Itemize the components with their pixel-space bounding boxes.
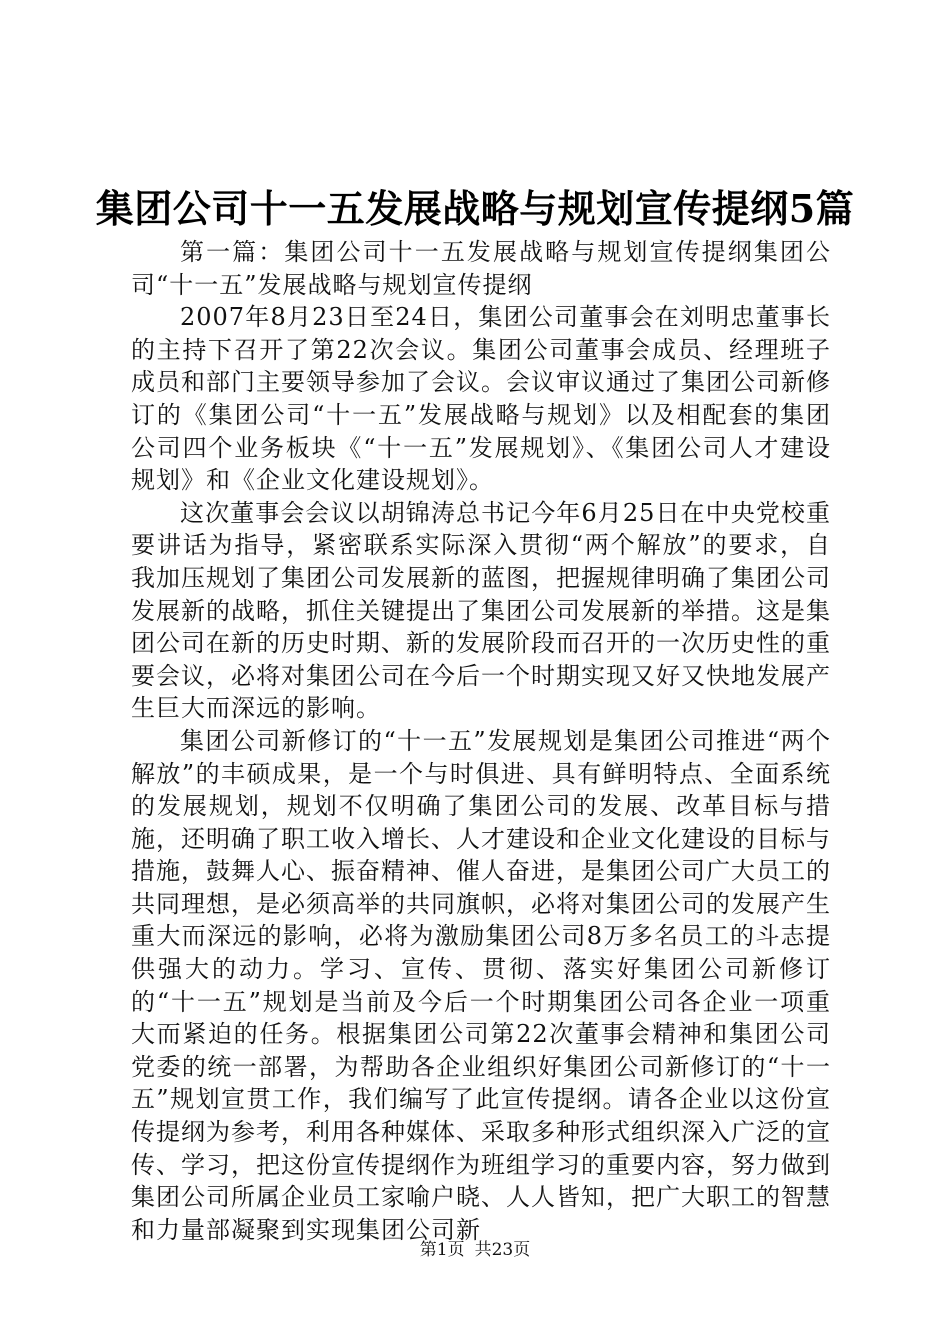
- page-total: 共23页: [474, 1240, 531, 1260]
- paragraph-3: 这次董事会会议以胡锦涛总书记今年6月25日在中央党校重要讲话为指导，紧密联系实际深入贯彻“两个解放”的要求，自我加压规划了集团公司发展新的蓝图，把握规律明确了集团公司发展新的战略，抓住关键提出了集团公司发展新的举措。这是集团公司在新的历史时期、新的发展阶段而召开的一次历史性的重要会议，必将对集团公司在今后一个时期实现又好又快地发展产生巨大而深远的影响。: [131, 498, 831, 723]
- paragraph-4: 集团公司新修订的“十一五”发展规划是集团公司推进“两个解放”的丰硕成果，是一个与时俱进、具有鲜明特点、全面系统的发展规划，规划不仅明确了集团公司的发展、改革目标与措施，还明确了职工收入增长、人才建设和企业文化建设的目标与措施，鼓舞人心、振奋精神、催人奋进，是集团公司广大员工的共同理想，是必须高举的共同旗帜，必将对集团公司的发展产生重大而深远的影响，必将为激励集团公司8万多名员工的斗志提供强大的动力。学习、宣传、贯彻、落实好集团公司新修订的“十一五”规划是当前及今后一个时期集团公司各企业一项重大而紧迫的任务。根据集团公司第22次董事会精神和集团公司党委的统一部署，为帮助各企业组织好集团公司新修订的“十一五”规划宣贯工作，我们编写了此宣传提纲。请各企业以这份宣传提纲为参考，利用各种媒体、采取多种形式组织深入广泛的宣传、学习，把这份宣传提纲作为班组学习的重要内容，努力做到集团公司所属企业员工家喻户晓、人人皆知，把广大职工的智慧和力量部凝聚到实现集团公司新: [131, 726, 831, 1244]
- page-footer: [0, 1238, 950, 1262]
- paragraph-2: 2007年8月23日至24日，集团公司董事会在刘明忠董事长的主持下召开了第22次会议。集团公司董事会成员、经理班子成员和部门主要领导参加了会议。会议审议通过了集团公司新修订的《集团公司“十一五”发展战略与规划》以及相配套的集团公司四个业务板块《“十一五”发展规划》、《集团公司人才建设规划》和《企业文化建设规划》。: [131, 303, 831, 495]
- document-title: 集团公司十一五发展战略与规划宣传提纲5篇: [95, 186, 855, 231]
- page-number: 第1页: [419, 1240, 465, 1260]
- document-body: [131, 236, 831, 1246]
- paragraph-1: 第一篇：集团公司十一五发展战略与规划宣传提纲集团公司“十一五”发展战略与规划宣传提纲: [131, 238, 831, 299]
